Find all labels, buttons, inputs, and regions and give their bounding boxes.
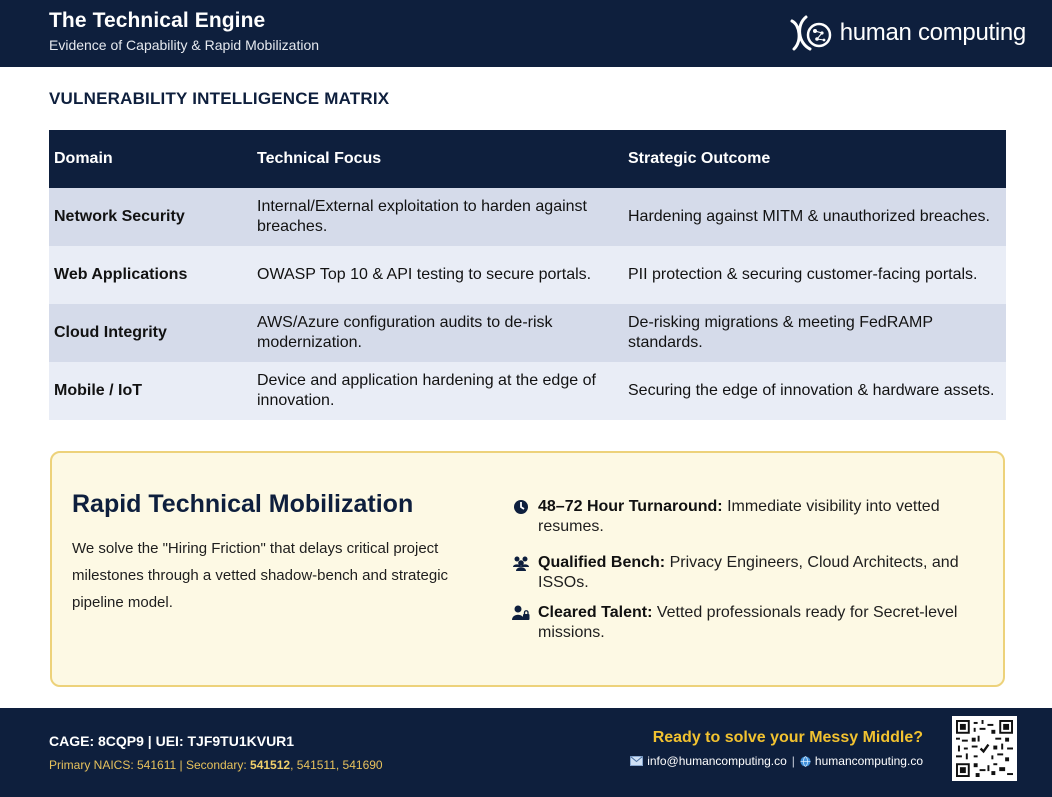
- user-lock-icon: [512, 605, 530, 621]
- table-header-row: [49, 130, 1006, 188]
- domain-cell: Mobile / IoT: [54, 382, 142, 399]
- list-item: [512, 603, 982, 643]
- domain-cell: Cloud Integrity: [54, 324, 167, 341]
- domain-cell: Web Applications: [54, 266, 188, 283]
- logo-mark-icon: [786, 11, 838, 55]
- bench-label: Qualified Bench:: [538, 554, 666, 571]
- list-item: [512, 497, 982, 537]
- cage-uei: CAGE: 8CQP9 | UEI: TJF9TU1KVUR1: [49, 733, 295, 749]
- table-row: [49, 246, 1006, 304]
- logo-text: human computing: [839, 19, 1026, 46]
- naics-codes: Primary NAICS: 541611 | Secondary: 541512, 541511, 541690: [49, 758, 383, 772]
- page-title: The Technical Engine: [49, 9, 266, 32]
- qr-code-icon: [956, 720, 1013, 777]
- globe-icon: [800, 756, 811, 767]
- outcome-cell: De-risking migrations & meeting FedRAMP standards.: [628, 314, 933, 351]
- contact-line: info@humancomputing.co | humancomputing.co: [630, 754, 923, 768]
- column-header-outcome: Strategic Outcome: [628, 150, 771, 167]
- cleared-label: Cleared Talent:: [538, 604, 653, 621]
- column-header-focus: Technical Focus: [257, 150, 382, 167]
- domain-cell: Network Security: [54, 208, 185, 225]
- qr-code[interactable]: [952, 716, 1017, 781]
- mobilization-panel: [50, 451, 1005, 687]
- outcome-cell: Securing the edge of innovation & hardware assets.: [628, 382, 995, 399]
- matrix-heading: VULNERABILITY INTELLIGENCE MATRIX: [49, 89, 390, 108]
- outcome-cell: Hardening against MITM & unauthorized breaches.: [628, 208, 990, 225]
- company-logo: [786, 8, 1026, 58]
- focus-cell: OWASP Top 10 & API testing to secure portals.: [257, 266, 592, 283]
- naics-secondary-label: Secondary:: [185, 758, 247, 772]
- mobilization-list: [512, 497, 982, 643]
- list-item: [512, 553, 982, 593]
- vulnerability-matrix-table: [49, 130, 1006, 420]
- naics-secondary-rest: , 541511, 541690: [290, 758, 383, 772]
- focus-cell: AWS/Azure configuration audits to de-risk modernization.: [257, 314, 553, 351]
- focus-cell: Device and application hardening at the edge of innovation.: [257, 372, 596, 409]
- table-row: [49, 188, 1006, 246]
- table-row: [49, 304, 1006, 362]
- focus-cell: Internal/External exploitation to harden against breaches.: [257, 198, 587, 235]
- email-icon: [630, 756, 643, 766]
- email-link[interactable]: info@humancomputing.co: [647, 754, 787, 768]
- page-footer: [0, 708, 1052, 797]
- column-header-domain: Domain: [54, 150, 113, 167]
- turnaround-text: Immediate visibility into vetted resumes.: [538, 498, 940, 535]
- page-subtitle: Evidence of Capability & Rapid Mobilization: [49, 37, 320, 53]
- bench-text: Privacy Engineers, Cloud Architects, and ISSOs.: [538, 554, 959, 591]
- clock-icon: [512, 499, 530, 515]
- naics-primary: Primary NAICS: 541611: [49, 758, 177, 772]
- turnaround-label: 48–72 Hour Turnaround:: [538, 498, 723, 515]
- cleared-text: Vetted professionals ready for Secret-level missions.: [538, 604, 958, 641]
- table-row: [49, 362, 1006, 420]
- page-header: [0, 0, 1052, 67]
- naics-secondary-main: 541512: [250, 758, 291, 772]
- team-icon: [512, 555, 530, 571]
- mobilization-description: We solve the "Hiring Friction" that delays critical project milestones through a vetted shadow-bench and strategic pipeline model.: [72, 540, 449, 611]
- call-to-action: Ready to solve your Messy Middle?: [652, 729, 923, 746]
- mobilization-title: Rapid Technical Mobilization: [72, 490, 414, 518]
- outcome-cell: PII protection & securing customer-facing portals.: [628, 266, 978, 283]
- website-link[interactable]: humancomputing.co: [814, 754, 923, 768]
